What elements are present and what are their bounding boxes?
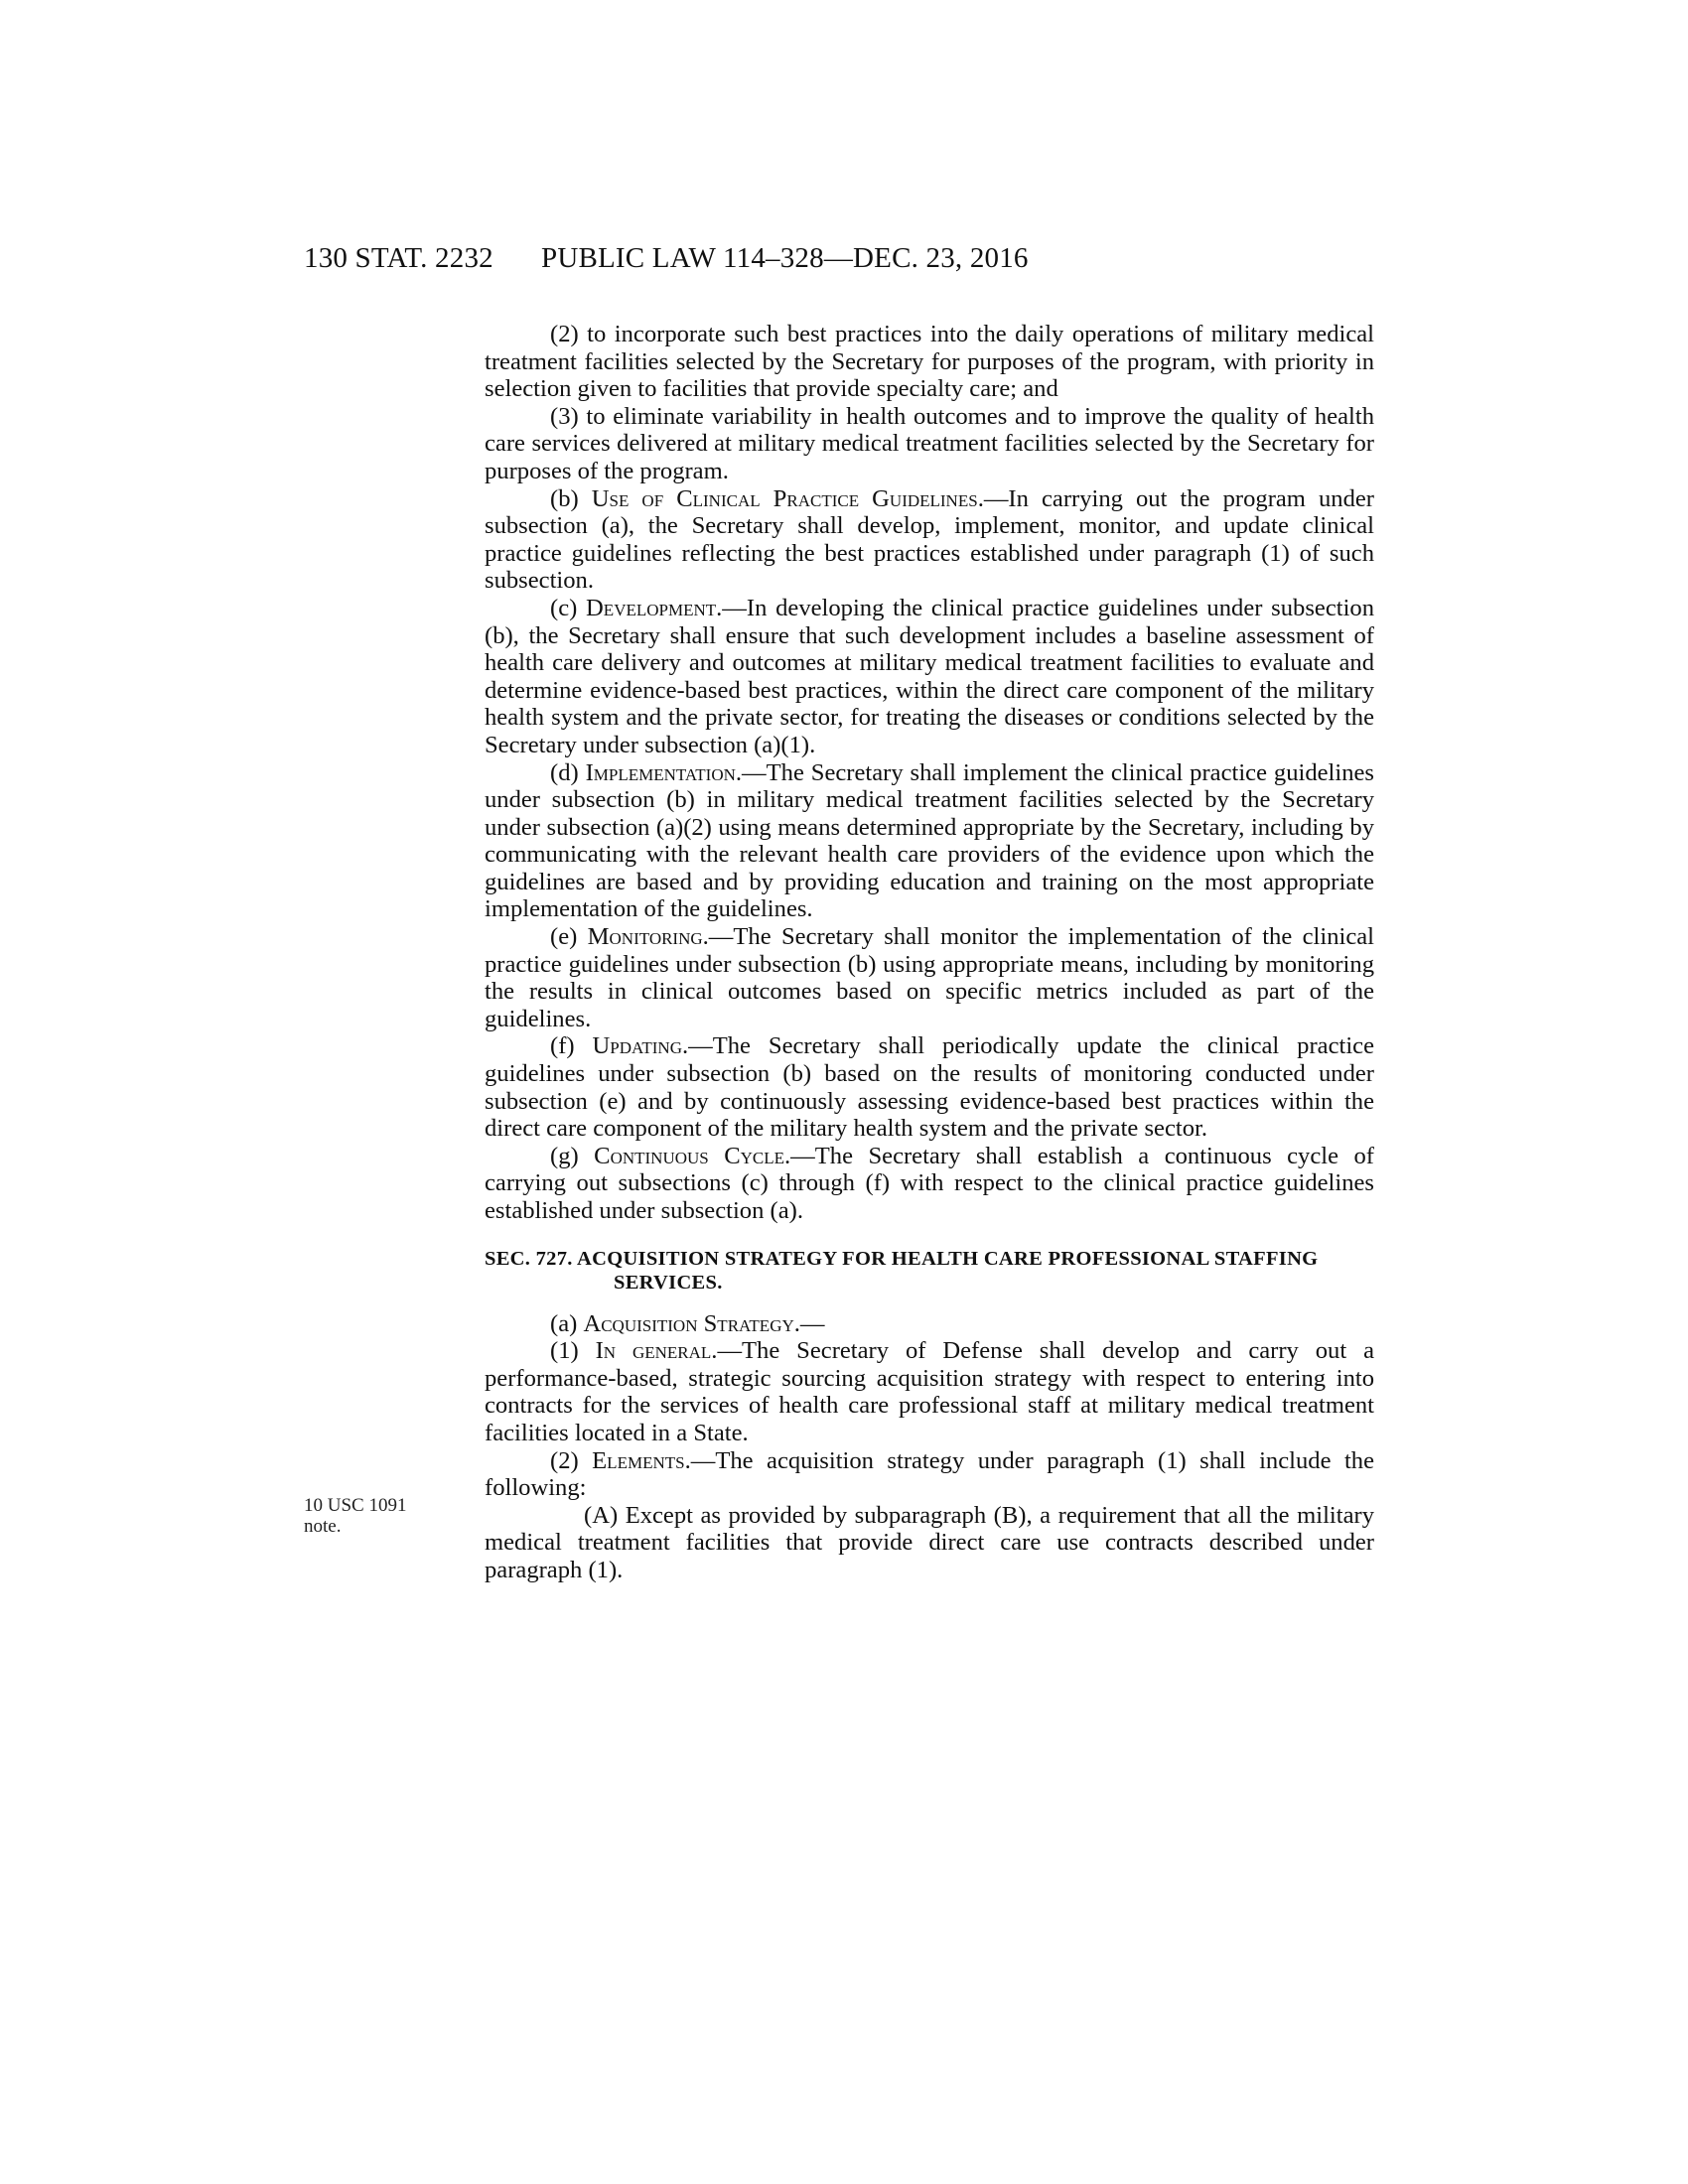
section-727-heading: SEC. 727. ACQUISITION STRATEGY FOR HEALTH CARE PROFESSIONAL STAFFING SERVICES. <box>485 1247 1319 1294</box>
margin-note <box>304 1495 453 1537</box>
subsection-e-label: (e) <box>550 923 588 951</box>
sec727-a-heading: Acquisition Strategy <box>583 1309 794 1337</box>
margin-note-label: note. <box>304 1516 342 1537</box>
sec727-subparagraph-A: (A) Except as provided by subparagraph (B), a requirement that all the military medical treatment facilities that provide direct care use contracts described under paragraph (1). <box>485 1501 1374 1583</box>
subsection-c-text: .—In developing the clinical practice guidelines under subsection (b), the Secretary shall ensure that such development includes a baseline assessment of health care delivery and outcomes at military medical treatment facilities to evaluate and determine evidence-based best practices, within the direct care component of the military health system and the private sector, for treating the diseases or conditions selected by the Secretary under subsection (a)(1). <box>485 594 1374 758</box>
paragraph-a3: (3) to eliminate variability in health outcomes and to improve the quality of health care services delivered at military medical treatment facilities selected by the Secretary for purposes of the program. <box>485 402 1374 484</box>
subsection-c-label: (c) <box>550 594 587 621</box>
subsection-f-heading: Updating <box>592 1032 682 1060</box>
sec727-subsection-a <box>485 1310 1374 1338</box>
sec727-a2-heading: Elements <box>592 1446 685 1474</box>
subsection-e-heading: Monitoring <box>587 923 703 951</box>
subsection-f <box>485 1032 1374 1142</box>
sec727-a2-label: (2) <box>550 1446 593 1474</box>
subsection-d-text: .—The Secretary shall implement the clinical practice guidelines under subsection (b) in military medical treatment facilities selected by the Secretary under subsection (a)(2) using means determined appropriate by the Secretary, including by communicating with the relevant health care providers of the evidence upon which the guidelines are based and by providing education and training on the most appropriate implementation of the guidelines. <box>485 758 1374 923</box>
subsection-g-label: (g) <box>550 1142 595 1169</box>
document-body <box>485 321 1374 1584</box>
subsection-e <box>485 923 1374 1032</box>
subsection-e-text: .—The Secretary shall monitor the implementation of the clinical practice guidelines under subsection (b) using appropriate means, including by monitoring the results in clinical outcomes based on specific metrics included as part of the guidelines. <box>485 923 1374 1032</box>
sec727-a-label: (a) <box>550 1309 584 1337</box>
sec727-paragraph-1 <box>485 1337 1374 1446</box>
subsection-g-text: .—The Secretary shall establish a continuous cycle of carrying out subsections (c) through (f) with respect to the clinical practice guidelines established under subsection (a). <box>485 1142 1374 1224</box>
subsection-f-text: .—The Secretary shall periodically update the clinical practice guidelines under subsection (b) based on the results of monitoring conducted under subsection (e) and by continuously assessing evidence-based best practices within the direct care component of the military health system and the private sector. <box>485 1032 1374 1143</box>
subsection-c-heading: Development <box>586 594 717 621</box>
page-header <box>304 242 1376 286</box>
subsection-b-label: (b) <box>550 484 592 512</box>
subsection-c <box>485 595 1374 759</box>
sec727-a2-text: .—The acquisition strategy under paragraph (1) shall include the following: <box>485 1446 1375 1502</box>
law-title: PUBLIC LAW 114–328—DEC. 23, 2016 <box>541 242 1029 274</box>
subsection-g <box>485 1143 1374 1225</box>
subsection-b-text: .—In carrying out the program under subsection (a), the Secretary shall develop, implement, monitor, and update clinical practice guidelines reflecting the best practices established under paragraph (1) of such subsection. <box>485 484 1374 595</box>
subsection-d-label: (d) <box>550 758 586 786</box>
stat-reference: 130 STAT. 2232 <box>304 242 493 274</box>
subsection-g-heading: Continuous Cycle <box>594 1142 785 1169</box>
subsection-d <box>485 759 1374 924</box>
subsection-b-heading: Use of Clinical Practice Guidelines <box>591 484 978 512</box>
sec727-a1-text: .—The Secretary of Defense shall develop and carry out a performance-based, strategic sourcing acquisition strategy with respect to entering into contracts for the services of health care professional staff at military medical treatment facilities located in a State. <box>485 1337 1375 1446</box>
sec727-paragraph-2 <box>485 1447 1374 1502</box>
subsection-d-heading: Implementation <box>585 758 736 786</box>
paragraph-a2: (2) to incorporate such best practices into the daily operations of military medical treatment facilities selected by the Secretary for purposes of the program, with priority in selection given to facilities that provide specialty care; and <box>485 321 1374 403</box>
subsection-f-label: (f) <box>550 1032 593 1060</box>
subsection-b <box>485 485 1374 595</box>
sec727-a-text: .— <box>793 1309 825 1337</box>
sec727-a1-label: (1) <box>550 1337 596 1365</box>
sec727-a1-heading: In general <box>595 1337 712 1365</box>
margin-note-usc: 10 USC 1091 <box>304 1495 407 1516</box>
